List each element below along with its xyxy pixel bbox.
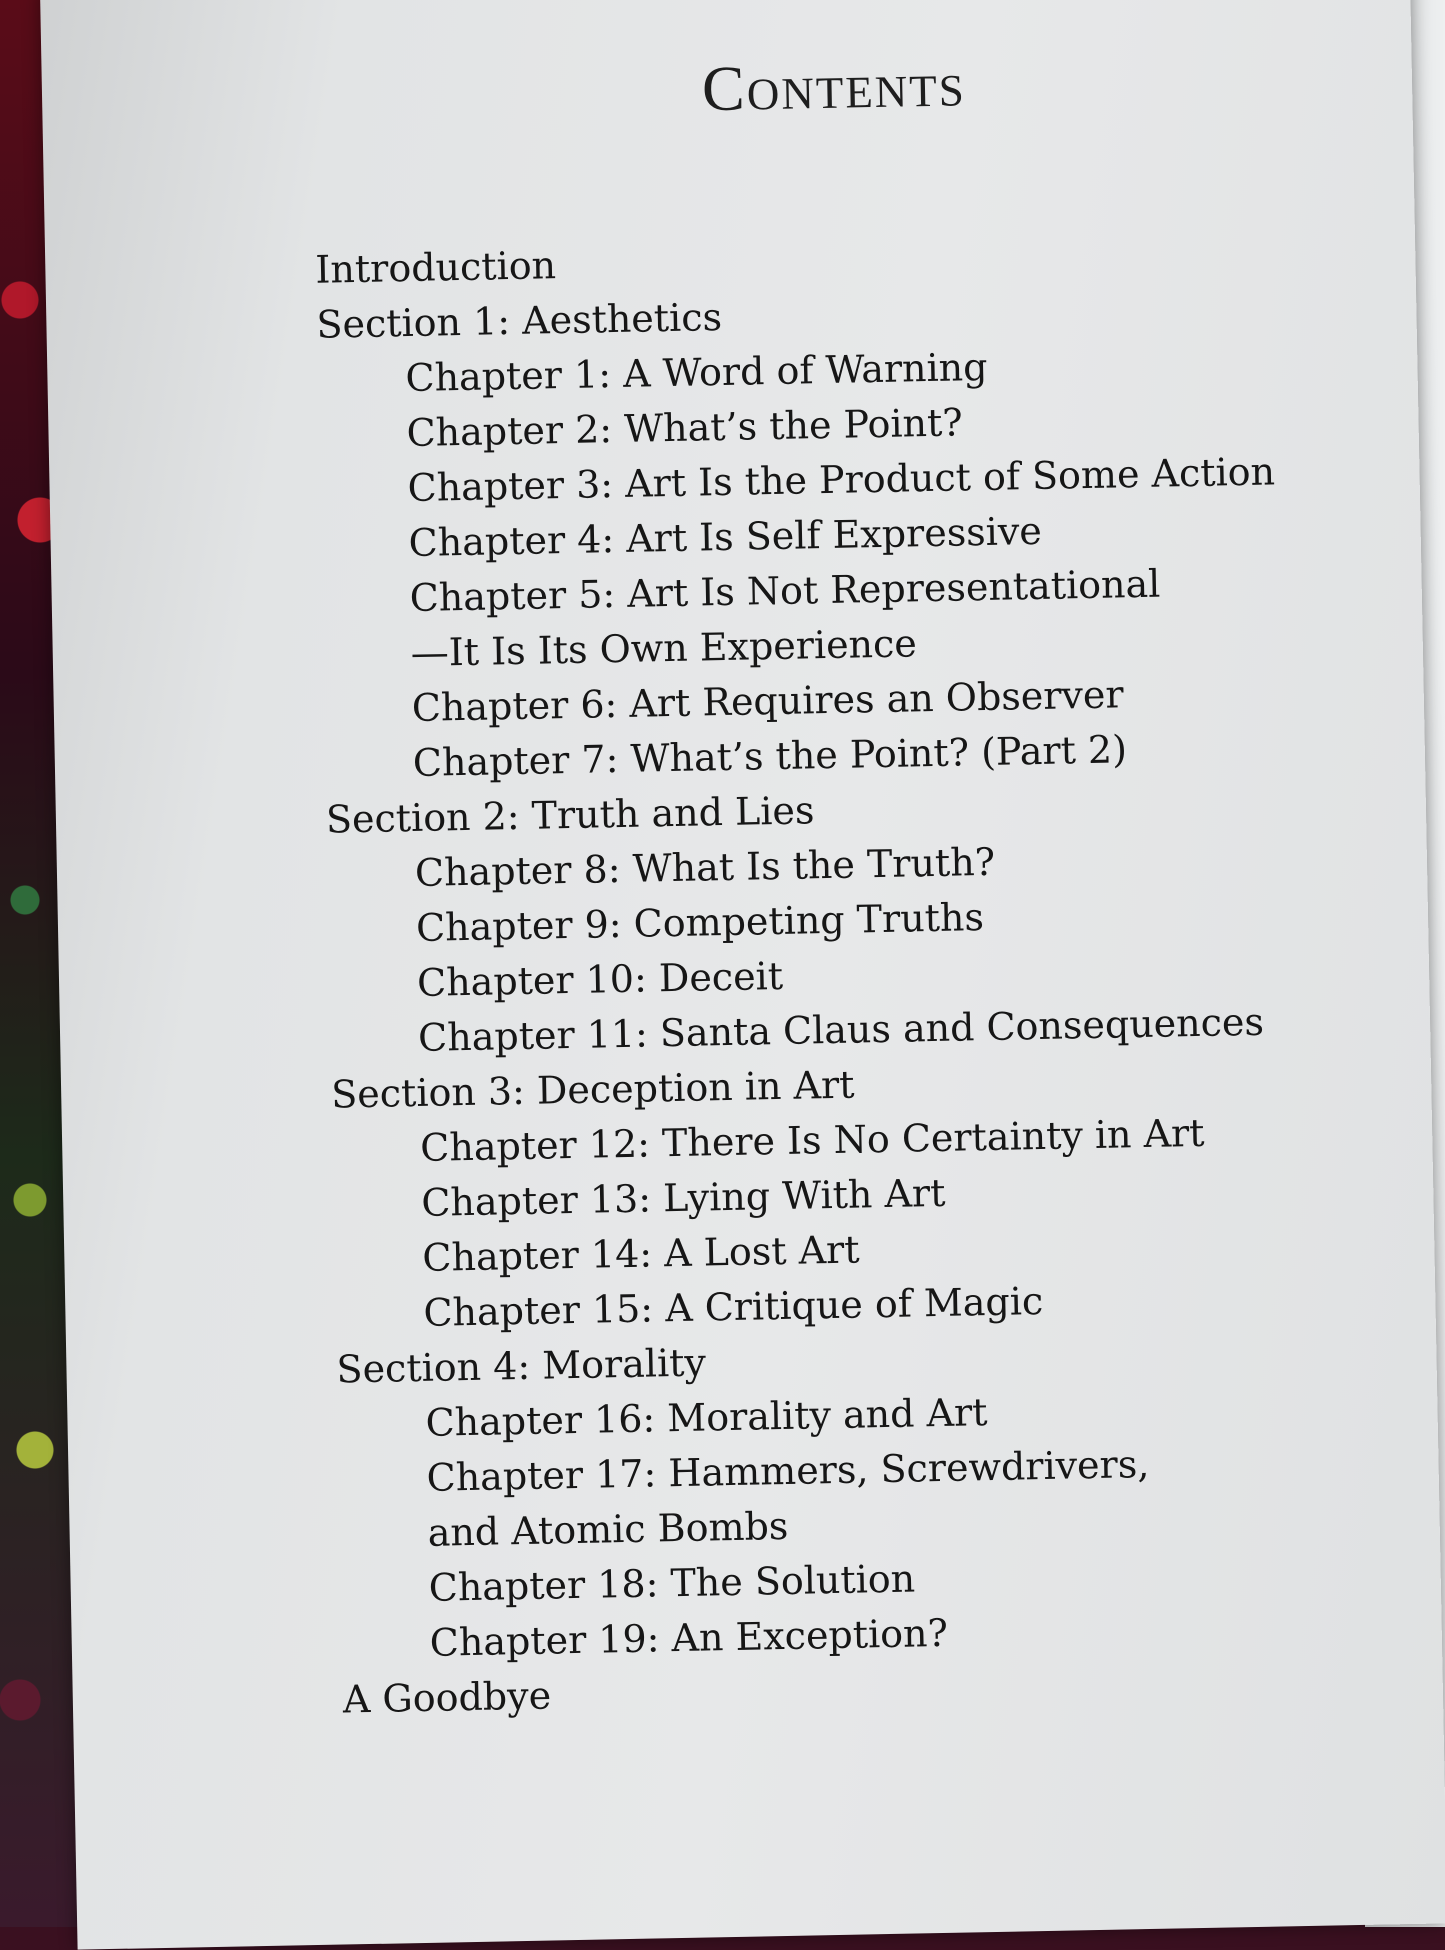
toc-chapter-entry: Chapter 4: Art Is Self Expressive	[408, 508, 1043, 566]
toc-section-entry: Section 4: Morality	[336, 1340, 707, 1392]
toc-chapter-entry: Chapter 10: Deceit	[416, 953, 784, 1005]
toc-chapter-entry: Chapter 13: Lying With Art	[420, 1170, 946, 1225]
toc-section-entry: Introduction	[314, 243, 557, 292]
toc-section-entry: Section 1: Aesthetics	[316, 294, 723, 347]
toc-section-entry: A Goodbye	[342, 1673, 552, 1722]
toc-chapter-entry: Chapter 18: The Solution	[428, 1556, 916, 1610]
contents-title: Contents	[701, 48, 967, 125]
toc-chapter-entry: Chapter 14: A Lost Art	[421, 1227, 860, 1280]
toc-chapter-entry: and Atomic Bombs	[427, 1503, 789, 1555]
toc-chapter-entry: Chapter 15: A Critique of Magic	[423, 1278, 1044, 1335]
toc-list	[315, 224, 1299, 1727]
toc-chapter-entry: Chapter 1: A Word of Warning	[405, 344, 988, 401]
book-page	[40, 0, 1445, 1950]
toc-chapter-entry: Chapter 17: Hammers, Screwdrivers,	[426, 1441, 1150, 1500]
toc-chapter-entry: Chapter 9: Competing Truths	[415, 895, 985, 950]
toc-chapter-entry: Chapter 2: What’s the Point?	[406, 400, 964, 456]
toc-chapter-entry: —It Is Its Own Experience	[410, 621, 918, 675]
toc-chapter-entry: Chapter 8: What Is the Truth?	[414, 839, 996, 895]
toc-section-entry: Section 2: Truth and Lies	[325, 788, 815, 842]
toc-chapter-entry: Chapter 19: An Exception?	[429, 1610, 949, 1665]
toc-chapter-entry: Chapter 12: There Is No Certainty in Art	[419, 1110, 1205, 1170]
toc-chapter-entry: Chapter 6: Art Requires an Observer	[411, 672, 1124, 730]
toc-chapter-entry: Chapter 3: Art Is the Product of Some Action	[407, 449, 1276, 511]
toc-chapter-entry: Chapter 16: Morality and Art	[425, 1390, 988, 1445]
toc-chapter-entry: Chapter 11: Santa Claus and Consequences	[417, 999, 1265, 1060]
toc-chapter-entry: Chapter 7: What’s the Point? (Part 2)	[412, 727, 1128, 785]
toc-section-entry: Section 3: Deception in Art	[330, 1062, 855, 1117]
toc-chapter-entry: Chapter 5: Art Is Not Representational	[409, 561, 1161, 621]
